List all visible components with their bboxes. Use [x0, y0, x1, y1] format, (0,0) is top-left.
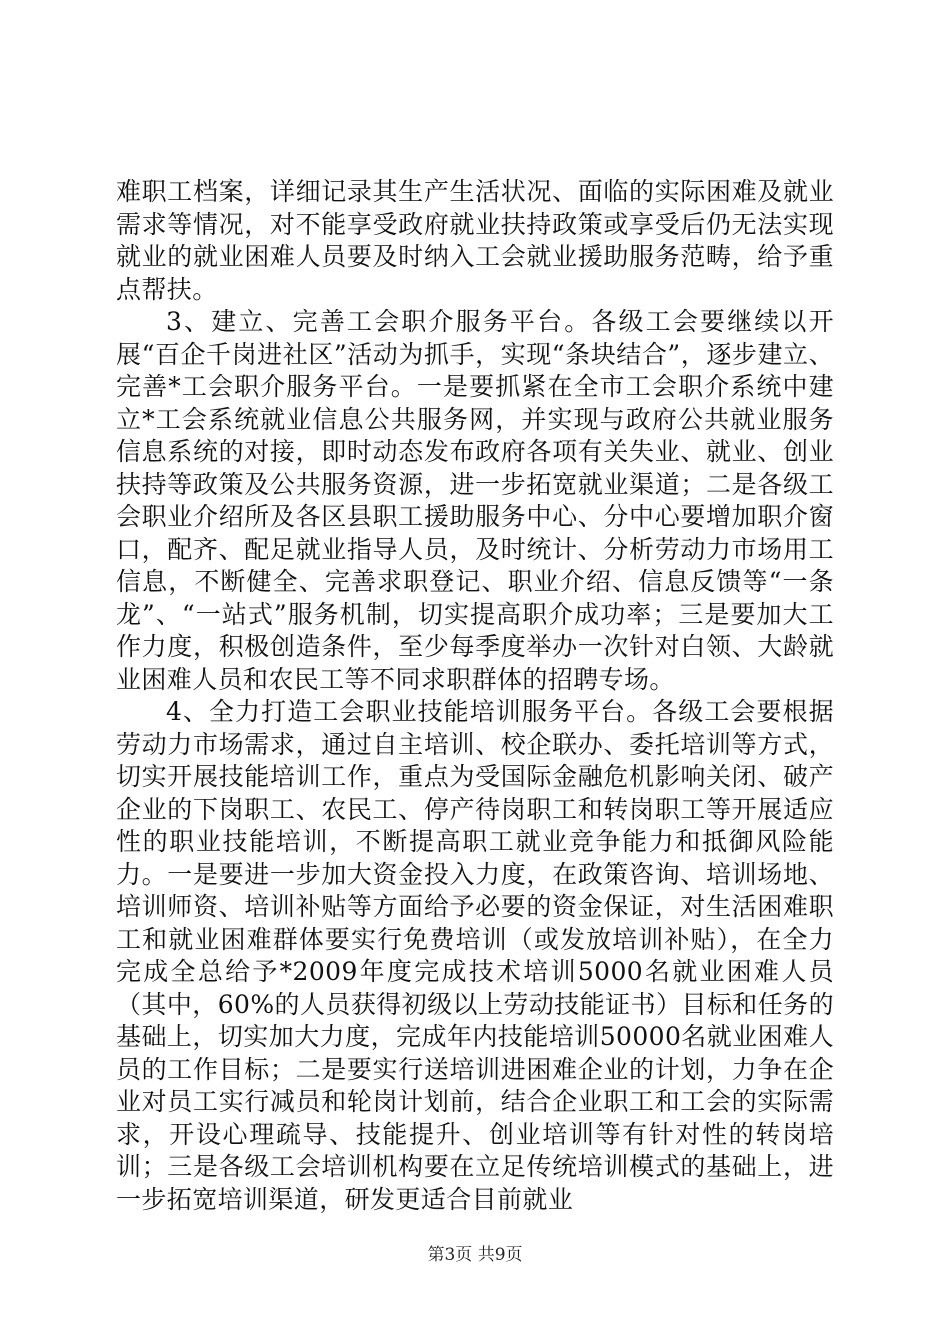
page-footer — [0, 1240, 950, 1265]
paragraph-item-4: 4、全力打造工会职业技能培训服务平台。各级工会要根据劳动力市场需求，通过自主培训、校企联办、委托培训等方式，切实开展技能培训工作，重点为受国际金融危机影响关闭、破产企业的下岗职工、农民工、停产待岗职工和转岗职工等开展适应性的职业技能培训，不断提高职工就业竞争能力和抵御风险能力。一是要进一步加大资金投入力度，在政策咨询、培训场地、培训师资、培训补贴等方面给予必要的资金保证，对生活困难职工和就业困难群体要实行免费培训（或发放培训补贴），在全力完成全总给予*2009年度完成技术培训5000名就业困难人员（其中，60%的人员获得初级以上劳动技能证书）目标和任务的基础上，切实加大力度，完成年内技能培训50000名就业困难人员的工作目标；二是要实行送培训进困难企业的计划，力争在企业对员工实行减员和轮岗计划前，结合企业职工和工会的实际需求，开设心理疏导、技能提升、创业培训等有针对性的转岗培训；三是各级工会培训机构要在立足传统培训模式的基础上，进一步拓宽培训渠道，研发更适合目前就业 — [116, 697, 834, 1214]
page-number-label: 第3页 共9页 — [427, 1245, 523, 1265]
document-body — [116, 176, 834, 1216]
paragraph-item-3: 3、建立、完善工会职介服务平台。各级工会要继续以开展“百企千岗进社区”活动为抓手，实现“条块结合”，逐步建立、完善*工会职介服务平台。一是要抓紧在全市工会职介系统中建立*工会系统就业信息公共服务网，并实现与政府公共就业服务信息系统的对接，即时动态发布政府各项有关失业、就业、创业扶持等政策及公共服务资源，进一步拓宽就业渠道；二是各级工会职业介绍所及各区县职工援助服务中心、分中心要增加职介窗口，配齐、配足就业指导人员，及时统计、分析劳动力市场用工信息，不断健全、完善求职登记、职业介绍、信息反馈等“一条龙”、“一站式”服务机制，切实提高职介成功率；三是要加大工作力度，积极创造条件，至少每季度举办一次针对白领、大龄就业困难人员和农民工等不同求职群体的招聘专场。 — [116, 307, 834, 694]
paragraph-continuation: 难职工档案，详细记录其生产生活状况、面临的实际困难及就业需求等情况，对不能享受政府就业扶持政策或享受后仍无法实现就业的就业困难人员要及时纳入工会就业援助服务范畴，给予重点帮扶。 — [116, 177, 834, 304]
